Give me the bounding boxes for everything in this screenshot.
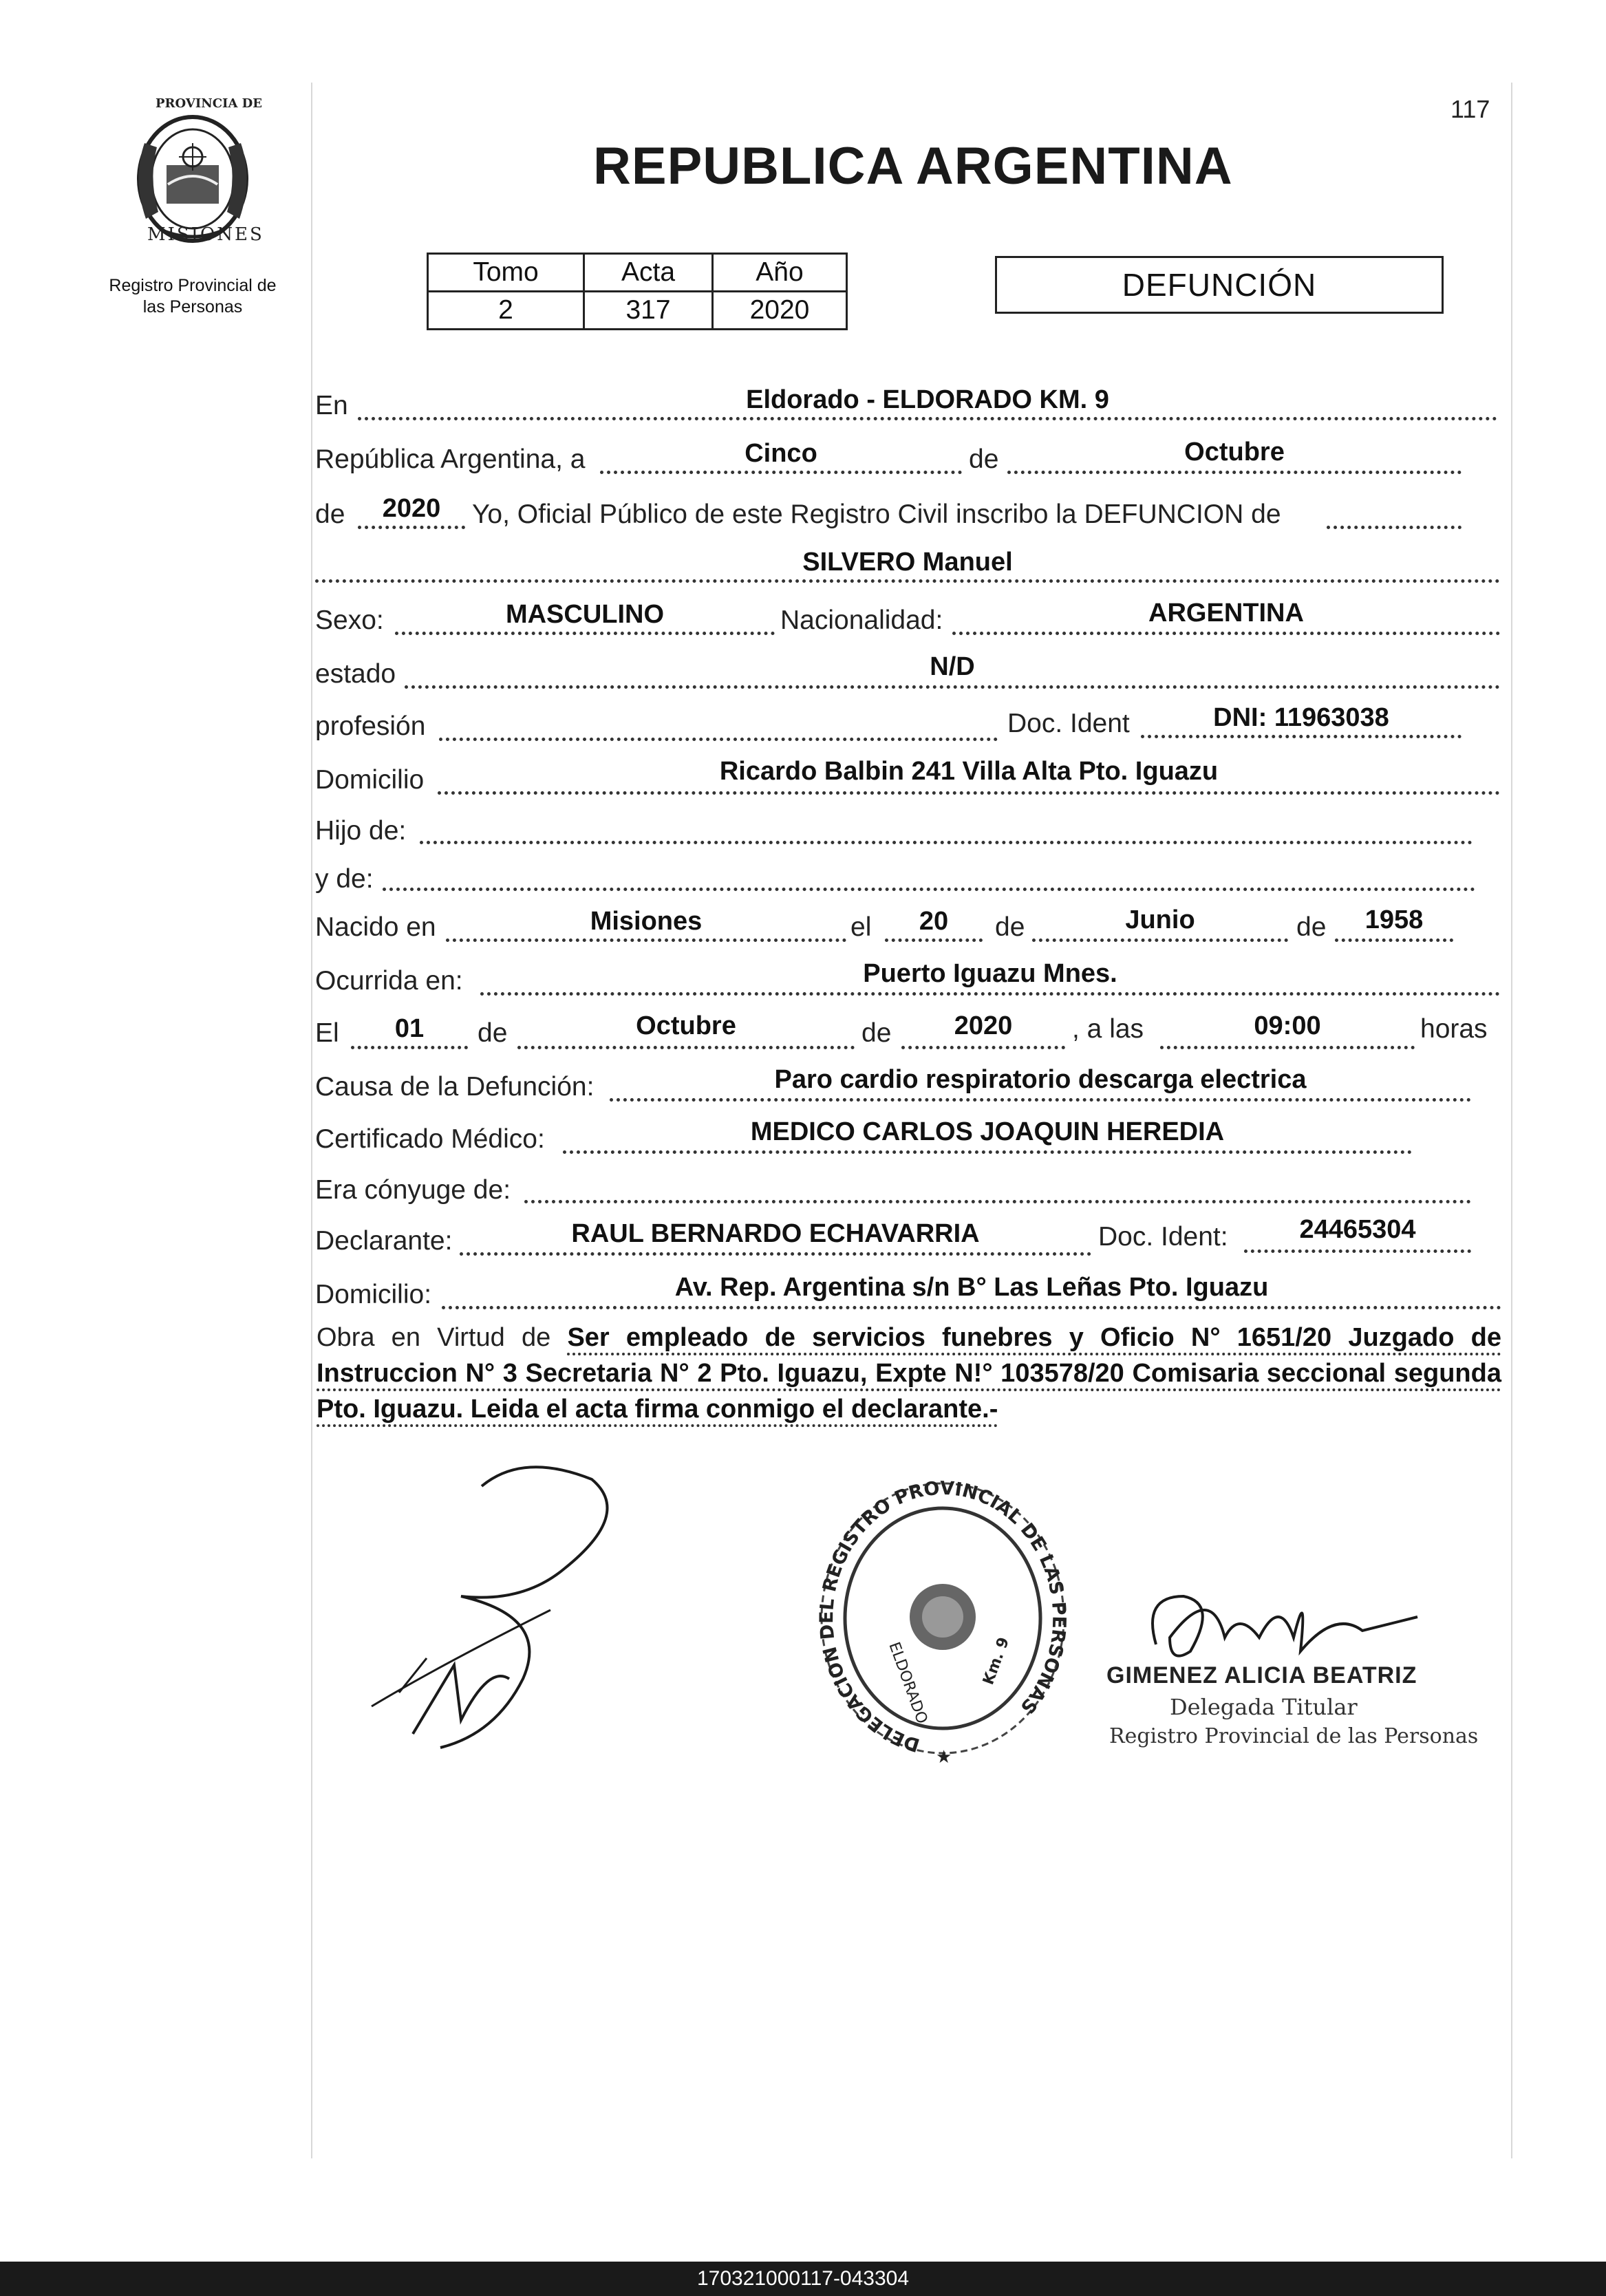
ocurrida-en-label: Ocurrida en:: [315, 966, 463, 996]
dni-value: DNI: 11963038: [1213, 703, 1389, 732]
seal-bottom-text: MISIONES: [147, 224, 264, 245]
right-margin-line: [1511, 83, 1512, 2158]
nac-dia-line: [885, 938, 983, 942]
ocurrida-en-value: Puerto Iguazu Mnes.: [863, 959, 1117, 988]
certificado-line: [563, 1150, 1412, 1154]
hijo-de-line: [420, 841, 1473, 844]
declarante-doc-value: 24465304: [1299, 1215, 1416, 1244]
stamp-center-left: ELDORADO: [885, 1640, 931, 1726]
tomo-header: Tomo: [428, 254, 584, 292]
yo-text: Yo, Oficial Público de este Registro Civil inscribo la DEFUNCION de: [472, 500, 1281, 529]
dni-line: [1141, 735, 1462, 738]
y-de-line: [383, 888, 1475, 891]
el-label: el: [850, 912, 872, 942]
page-title: REPUBLICA ARGENTINA: [593, 137, 1233, 195]
doc-ident-label: Doc. Ident: [1007, 709, 1130, 738]
def-mes-line: [517, 1046, 855, 1049]
mes-value: Octubre: [1184, 438, 1285, 466]
record-table-value-row: [428, 292, 847, 330]
registry-name-line-1: Registro Provincial de: [109, 276, 277, 295]
hora-line: [1160, 1046, 1415, 1049]
page-number: 117: [1450, 95, 1490, 123]
anio-header: Año: [713, 254, 847, 292]
de-label-1: de: [969, 444, 999, 474]
officer-role: Delegada Titular: [1170, 1694, 1358, 1720]
causa-line: [610, 1098, 1471, 1102]
conyuge-label: Era cónyuge de:: [315, 1175, 511, 1205]
estado-line: [405, 685, 1500, 689]
record-table-header-row: [428, 254, 847, 292]
def-mes-value: Octubre: [636, 1011, 736, 1040]
def-anio-value: 2020: [954, 1011, 1013, 1040]
nacionalidad-line: [952, 632, 1500, 635]
nac-mes-value: Junio: [1125, 905, 1195, 934]
declarante-doc-line: [1244, 1249, 1471, 1253]
de-def-label-2: de: [861, 1018, 892, 1048]
dia-value: Cinco: [745, 439, 817, 468]
nombre-value: SILVERO Manuel: [802, 548, 1013, 577]
de-def-label-1: de: [478, 1018, 508, 1048]
obra-label: Obra en Virtud de: [317, 1323, 551, 1352]
nombre-line: [315, 579, 1500, 583]
de-nac-label-2: de: [1296, 912, 1327, 942]
horas-label: horas: [1420, 1014, 1488, 1044]
causa-value: Paro cardio respiratorio descarga electrica: [774, 1065, 1307, 1094]
registry-name: [77, 275, 308, 318]
nacido-en-value: Misiones: [590, 907, 703, 936]
officer-office: Registro Provincial de las Personas: [1109, 1724, 1479, 1748]
delegation-stamp: [812, 1479, 1073, 1768]
stamp-ring-text: DELEGACION DEL REGISTRO PROVINCIAL DE LAS PERSONAS: [816, 1479, 1070, 1756]
record-table: [427, 253, 848, 330]
registry-name-line-2: las Personas: [142, 297, 243, 316]
left-margin-line: [311, 83, 312, 2158]
svg-text:★: ★: [936, 1747, 952, 1768]
conyuge-line: [524, 1200, 1471, 1203]
estado-value: N/D: [930, 652, 975, 681]
lugar-line: [358, 417, 1497, 420]
nacionalidad-label: Nacionalidad:: [780, 605, 943, 635]
certificado-label: Certificado Médico:: [315, 1124, 545, 1154]
anio-value: 2020: [382, 494, 441, 523]
nacionalidad-value: ARGENTINA: [1148, 599, 1304, 627]
domicilio-line: [438, 791, 1500, 795]
acta-header: Acta: [584, 254, 713, 292]
domicilio-label: Domicilio: [315, 765, 425, 795]
ocurrida-en-line: [480, 992, 1500, 996]
declarante-value: RAUL BERNARDO ECHAVARRIA: [571, 1219, 980, 1248]
officer-signature: [1128, 1569, 1438, 1672]
def-dia-line: [351, 1046, 468, 1049]
declarante-domicilio-line: [442, 1306, 1501, 1309]
en-label: En: [315, 391, 348, 420]
anio-line: [358, 526, 465, 529]
acta-value: 317: [584, 292, 713, 330]
record-type-box: DEFUNCIÓN: [995, 256, 1444, 314]
nac-mes-line: [1032, 938, 1288, 942]
officer-name: GIMENEZ ALICIA BEATRIZ: [1106, 1662, 1417, 1688]
el-upper-label: El: [315, 1018, 339, 1048]
nac-dia-value: 20: [919, 907, 949, 936]
footer-code: 170321000117-043304: [0, 2262, 1606, 2296]
nac-anio-line: [1335, 938, 1453, 942]
de-nac-label-1: de: [995, 912, 1025, 942]
y-de-label: y de:: [315, 864, 374, 894]
mes-line: [1007, 471, 1462, 474]
def-anio-line: [901, 1046, 1065, 1049]
declarante-line: [460, 1252, 1091, 1256]
stamp-center-right: Km. 9: [980, 1635, 1014, 1688]
profesion-label: profesión: [315, 711, 426, 741]
certificado-value: MEDICO CARLOS JOAQUIN HEREDIA: [750, 1117, 1225, 1146]
obra-paragraph: [317, 1320, 1501, 1427]
nac-anio-value: 1958: [1364, 905, 1424, 934]
dia-line: [600, 471, 962, 474]
sexo-label: Sexo:: [315, 605, 384, 635]
tomo-value: 2: [428, 292, 584, 330]
declarant-signature: [358, 1459, 633, 1761]
nacido-en-line: [446, 938, 846, 942]
declarante-label: Declarante:: [315, 1226, 453, 1256]
republica-label: República Argentina, a: [315, 444, 586, 474]
lugar-value: Eldorado - ELDORADO KM. 9: [746, 385, 1109, 414]
sexo-value: MASCULINO: [505, 600, 665, 629]
def-dia-value: 01: [394, 1014, 425, 1043]
declarante-domicilio-value: Av. Rep. Argentina s/n B° Las Leñas Pto. Iguazu: [674, 1273, 1269, 1302]
domicilio-2-label: Domicilio:: [315, 1280, 432, 1309]
domicilio-value: Ricardo Balbin 241 Villa Alta Pto. Iguazu: [719, 757, 1219, 786]
doc-ident-2-label: Doc. Ident:: [1098, 1222, 1228, 1252]
obra-value: Ser empleado de servicios funebres y Oficio N° 1651/20 Juzgado de Instruccion N° 3 Secretaria N° 2 Pto. Iguazu, Expte N!° 103578/20 Comisaria seccional segunda Pto. Iguazu. Leida el acta firma conmigo el declarante.-: [317, 1323, 1502, 1424]
a-las-label: , a las: [1072, 1014, 1144, 1044]
anio-value: 2020: [713, 292, 847, 330]
hijo-de-label: Hijo de:: [315, 816, 407, 846]
hora-value: 09:00: [1254, 1011, 1321, 1040]
nacido-en-label: Nacido en: [315, 912, 436, 942]
yo-line: [1327, 526, 1462, 529]
causa-label: Causa de la Defunción:: [315, 1072, 595, 1102]
seal-top-text: PROVINCIA DE: [156, 96, 263, 111]
de-label-2: de: [315, 500, 345, 529]
estado-label: estado: [315, 659, 396, 689]
sexo-line: [395, 632, 775, 635]
profesion-line: [439, 738, 998, 741]
